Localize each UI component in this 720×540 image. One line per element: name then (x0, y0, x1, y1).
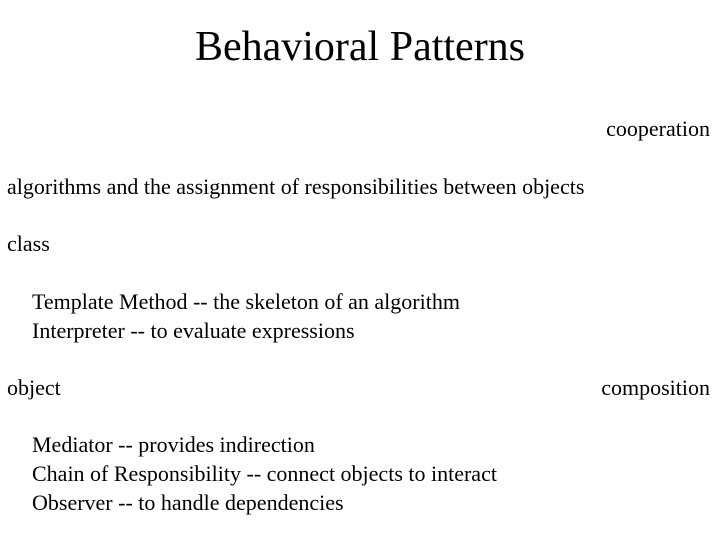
cooperation-label: cooperation (606, 116, 710, 141)
class-heading: class (7, 231, 50, 256)
composition-label: composition (601, 375, 710, 400)
object-pattern-chain-of-responsibility: Chain of Responsibility -- connect objects to interact (32, 461, 497, 486)
object-pattern-observer: Observer -- to handle dependencies (32, 490, 344, 515)
object-pattern-mediator: Mediator -- provides indirection (32, 432, 315, 457)
slide-title: Behavioral Patterns (194, 24, 526, 70)
object-heading: object (7, 375, 61, 400)
intro-line: algorithms and the assignment of responsibilities between objects (7, 174, 585, 199)
class-pattern-template-method: Template Method -- the skeleton of an algorithm (32, 289, 460, 314)
class-pattern-interpreter: Interpreter -- to evaluate expressions (32, 318, 355, 343)
